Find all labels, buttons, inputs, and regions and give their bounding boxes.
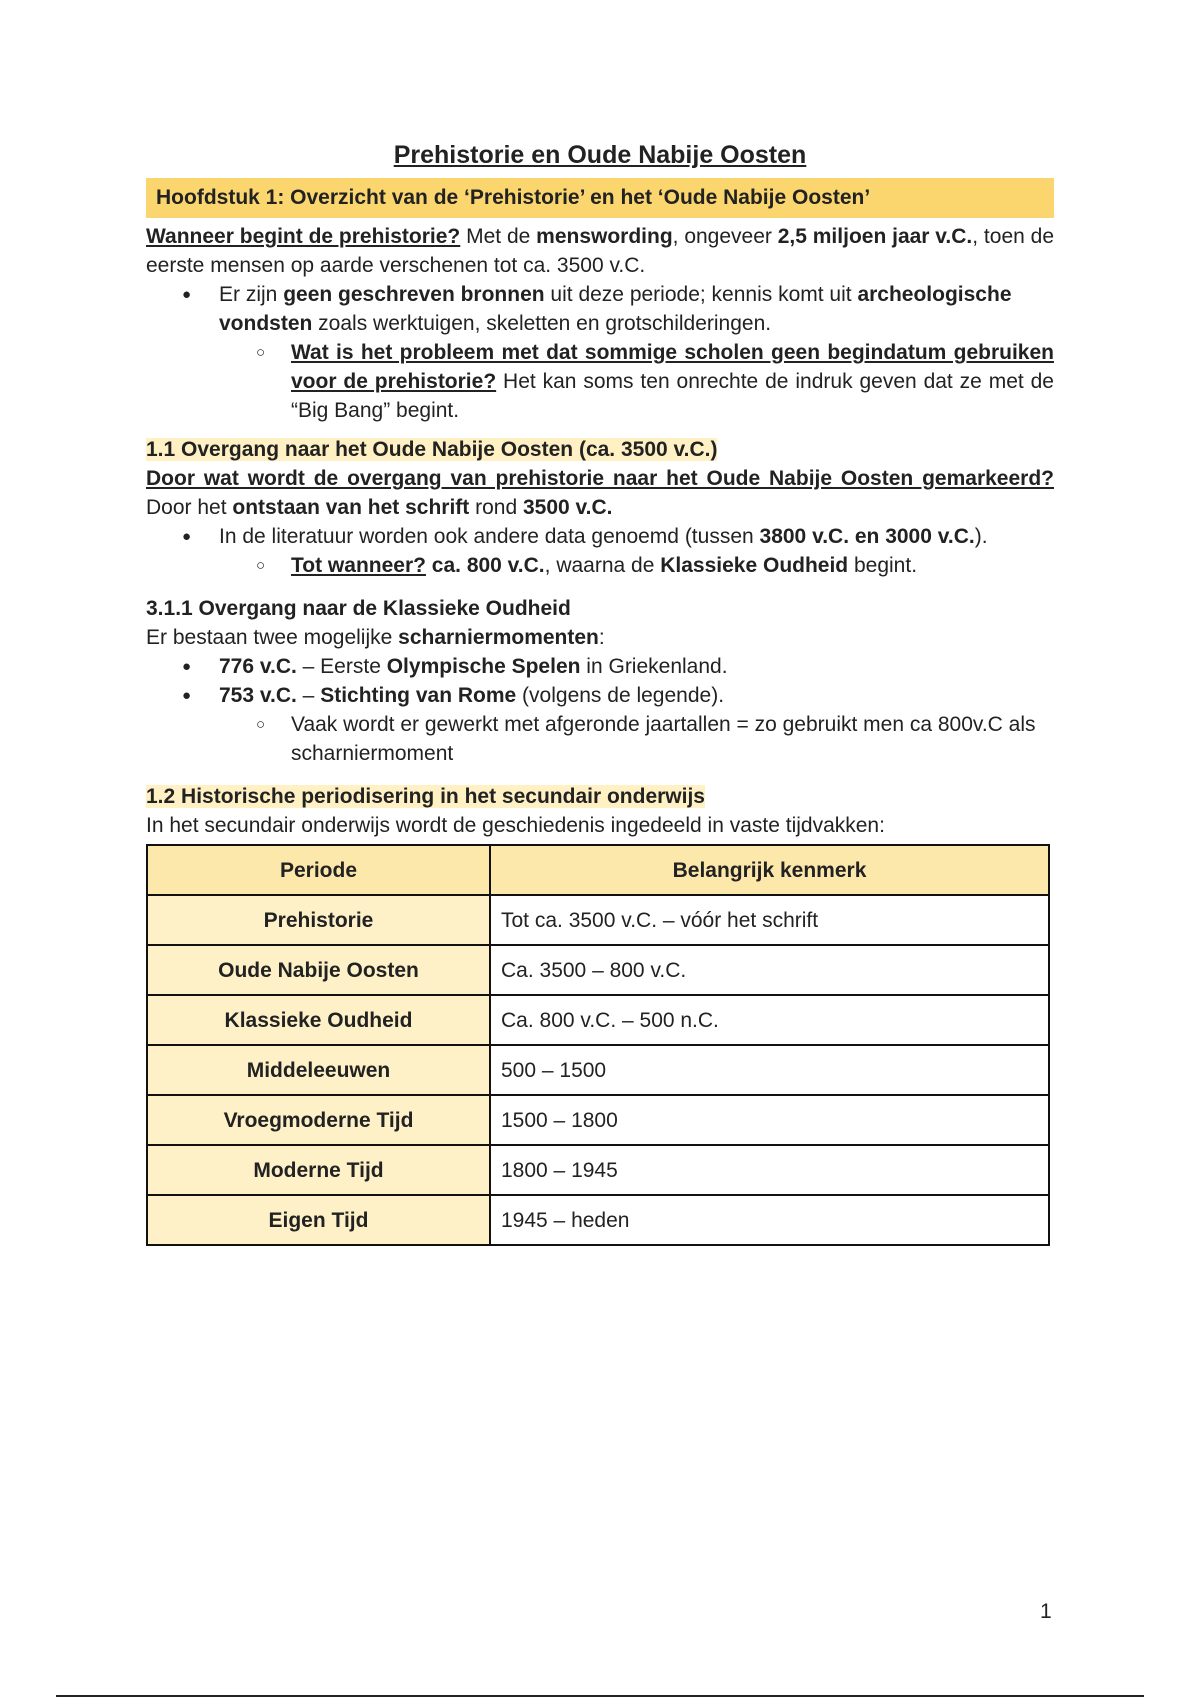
- list-item: [146, 652, 1054, 681]
- list-item: [146, 681, 1054, 710]
- table-header-row: [147, 845, 1049, 895]
- s11-sub-bold-1: ca. 800 v.C.: [425, 554, 545, 577]
- table-row: [147, 1095, 1049, 1145]
- s11-sub-bold-2: Klassieke Oudheid: [660, 554, 849, 577]
- intro-text-3: , toen de eerste mensen op aarde verschenen tot ca. 3500 v.C.: [146, 225, 1054, 277]
- s11-sub-text-2: begint.: [848, 554, 918, 577]
- s311-text-1: Er bestaan twee mogelijke: [146, 626, 399, 649]
- s311-list: [146, 652, 1054, 768]
- period-cell: Vroegmoderne Tijd: [147, 1095, 490, 1145]
- item1-date: 776 v.C.: [219, 655, 297, 678]
- s11-bold-2: 3500 v.C.: [522, 496, 613, 519]
- item2-date: 753 v.C.: [219, 684, 297, 707]
- s12-intro: In het secundair onderwijs wordt de geschiedenis ingedeeld in vaste tijdvakken:: [146, 814, 885, 837]
- item2-bold: Stichting van Rome: [320, 684, 517, 707]
- page-title: Prehistorie en Oude Nabije Oosten: [393, 141, 807, 169]
- periods-table: [146, 844, 1050, 1246]
- item2-text-2: (volgens de legende).: [516, 684, 725, 707]
- intro-text-2: , ongeveer: [672, 225, 778, 248]
- s11-bullet-text-2: ).: [974, 525, 988, 548]
- list-item: [146, 338, 1054, 425]
- item2-text-1: –: [296, 684, 321, 707]
- feature-cell: Tot ca. 3500 v.C. – vóór het schrift: [490, 895, 1049, 945]
- section-heading: 1.2 Historische periodisering in het secundair onderwijs: [146, 785, 705, 808]
- item1-bold: Olympische Spelen: [386, 655, 581, 678]
- table-row: [147, 895, 1049, 945]
- table-row: [147, 1145, 1049, 1195]
- section-heading: 3.1.1 Overgang naar de Klassieke Oudheid: [146, 597, 571, 620]
- feature-cell: 500 – 1500: [490, 1045, 1049, 1095]
- period-cell: Moderne Tijd: [147, 1145, 490, 1195]
- bullet1-bold-2: archeologische vondsten: [219, 283, 1012, 335]
- section-heading: 1.1 Overgang naar het Oude Nabije Oosten (ca. 3500 v.C.): [146, 438, 718, 461]
- bullet1-text-3: zoals werktuigen, skeletten en grotschilderingen.: [312, 312, 772, 335]
- document-content: [146, 138, 1054, 1246]
- list-item: [146, 551, 1054, 580]
- s311-text-2: :: [598, 626, 605, 649]
- item1-text-2: in Griekenland.: [580, 655, 728, 678]
- s11-bullet-text-1: In de literatuur worden ook andere data genoemd (tussen: [219, 525, 760, 548]
- s11-text-2: rond: [469, 496, 523, 519]
- table-row: [147, 995, 1049, 1045]
- sub1-text: Het kan soms ten onrechte de indruk geven dat ze met de “Big Bang” begint.: [291, 370, 1054, 422]
- list-item: [146, 280, 1054, 338]
- intro-question: Wanneer begint de prehistorie?: [146, 225, 461, 248]
- s11-text-1: Door het: [146, 496, 233, 519]
- bottom-divider: [56, 1695, 1144, 1697]
- feature-cell: 1500 – 1800: [490, 1095, 1049, 1145]
- s311-bold-1: scharniermomenten: [398, 626, 599, 649]
- period-cell: Prehistorie: [147, 895, 490, 945]
- list-item: [146, 522, 1054, 551]
- s11-bold-1: ontstaan van het schrift: [232, 496, 470, 519]
- intro-list: [146, 280, 1054, 425]
- table-row: [147, 1045, 1049, 1095]
- intro-bold-2: 2,5 miljoen jaar v.C.: [777, 225, 973, 248]
- period-cell: Oude Nabije Oosten: [147, 945, 490, 995]
- s11-bullet-bold: 3800 v.C. en 3000 v.C.: [759, 525, 975, 548]
- s11-sub-question: Tot wanneer?: [291, 554, 426, 577]
- bullet1-text-1: Er zijn: [219, 283, 284, 306]
- feature-cell: Ca. 800 v.C. – 500 n.C.: [490, 995, 1049, 1045]
- feature-cell: Ca. 3500 – 800 v.C.: [490, 945, 1049, 995]
- intro-text-1: Met de: [460, 225, 537, 248]
- sub1-question: Wat is het probleem met dat sommige scholen geen begindatum gebruiken voor de prehistorie?: [291, 341, 1054, 393]
- intro-paragraph: [146, 222, 1054, 280]
- s311-paragraph: [146, 623, 1054, 652]
- period-cell: Eigen Tijd: [147, 1195, 490, 1245]
- section-1-1: [146, 435, 1054, 580]
- table-header-cell: Periode: [147, 845, 490, 895]
- bullet1-bold-1: geen geschreven bronnen: [283, 283, 545, 306]
- s11-paragraph: [146, 464, 1054, 522]
- page-number: 1: [1040, 1600, 1052, 1623]
- bullet1-text-2: uit deze periode; kennis komt uit: [544, 283, 858, 306]
- list-item: ○ Vaak wordt er gewerkt met afgeronde jaartallen = zo gebruikt men ca 800v.C als scharniermoment: [146, 710, 1054, 768]
- period-cell: Klassieke Oudheid: [147, 995, 490, 1045]
- section-3-1-1: [146, 594, 1054, 768]
- section-1-2: [146, 782, 1054, 1246]
- intro-bold-1: menswording: [536, 225, 673, 248]
- period-cell: Middeleeuwen: [147, 1045, 490, 1095]
- chapter-heading: Hoofdstuk 1: Overzicht van de ‘Prehistorie’ en het ‘Oude Nabije Oosten’: [146, 178, 1054, 218]
- item1-text-1: – Eerste: [296, 655, 387, 678]
- s11-sub-text-1: , waarna de: [544, 554, 661, 577]
- table-row: [147, 1195, 1049, 1245]
- s11-list: [146, 522, 1054, 580]
- feature-cell: 1945 – heden: [490, 1195, 1049, 1245]
- s11-question: Door wat wordt de overgang van prehistorie naar het Oude Nabije Oosten gemarkeerd?: [146, 467, 1054, 490]
- feature-cell: 1800 – 1945: [490, 1145, 1049, 1195]
- table-header-cell: Belangrijk kenmerk: [490, 845, 1049, 895]
- table-row: [147, 945, 1049, 995]
